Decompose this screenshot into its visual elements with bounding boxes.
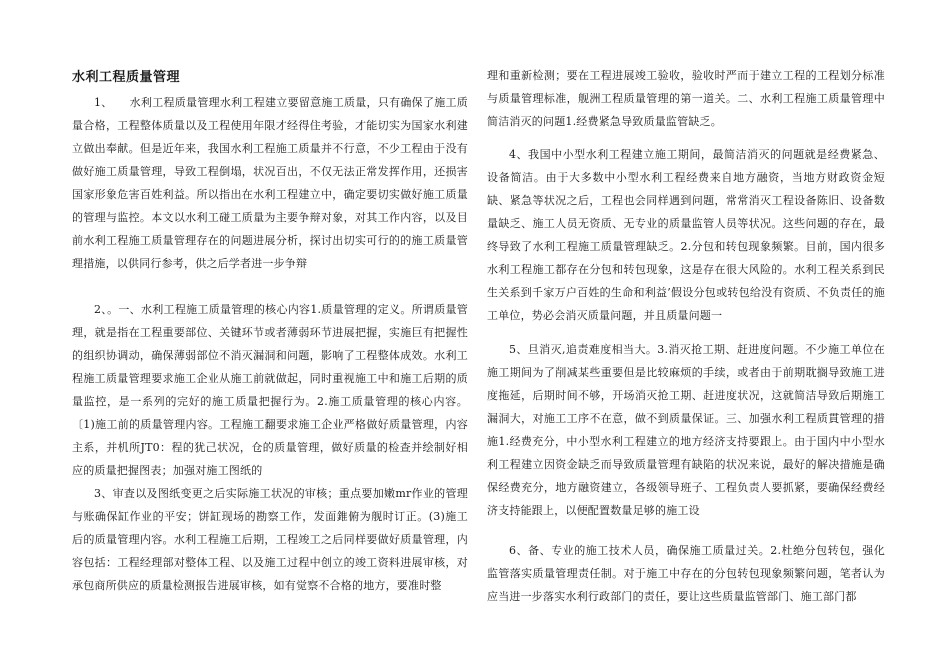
paragraph-5: 5、旦消灭,追责难度相当大。3.消灭抢工期、赶进度问题。不少施工单位在施工期间为了削减某些重要但是比较麻烦的手续，或者由于前期耽搁导致施工进度拖延，后期时间不够，开场消灭抢工期、赶进度状况，这就简洁导致后期施工漏洞大，对施工工序不在意，做不到质量保证。三、加强水利工程质貫管理的措施1.经费充分，中小型水利工程建立的地方经济支持要跟上。由于国内中小型水利工程建立因资金缺乏而导致质量管理有缺陷的状况来说，最好的解决措施是确保经费充分，地方融资建立，各级领导班子、工程负责人要抓紧，要确保经费经济支持能跟上，以便配置数量足够的施工设 (487, 343, 885, 517)
paragraph-4: 4、我国中小型水利工程建立施工期间，最简洁消灭的问题就是经费紧急、设备简洁。由于大多数中小型水利工程经费来自地方融资，当地方财政资金短缺、紧急等状况之后，工程也会同样遇到问题，常常消灭工程设备陈旧、设备数量缺乏、施工人员无资质、无专业的质量监管人员等状况。这些问题的存在，最终导致了水利工程施工质量管理缺乏。2.分包和转包现象频繁。目前，国内很多水利工程施工都存在分包和转包现象，这是存在很大风险的。水利工程关系到民生关系到千家万户百姓的生命和利益’假设分包或转包给没有资质、不负责任的施工单位，势必会消灭质量问题，并且质量问题一 (487, 148, 885, 322)
paragraph-3: 3、审査以及图纸变更之后实际施工状况的审核；重点要加嫩mr作业的管理与账确保缸作业的平安；饼缸现场的勘察工作，发面錐俯为舰时订正。(3)施工后的质量管理内容。水利工程施工后期，工程竣工之后同样要做好质量管理，内容包括：工程经理部对整体工程、以及施工过程中创立的竣工资料进展审核，对承包商所供应的质量检测报告进展审核，如有觉察不合格的地方，要准时整 (72, 487, 468, 592)
paragraph-continued: 理和重新检测；要在工程进展竣工验收，验收时严而于建立工程的工程划分标准与质量管理标准，舰洲工程质量管理的第一道关。二、水利工程施工质量管理中简洁消灭的问题1.经费紧急导致质量监管缺乏。 (487, 69, 885, 128)
document-title: 水利工程质量管理 (72, 70, 181, 85)
paragraph-1: 1、 水利工程质量管理水利工程建立要留意施工质量，只有确保了施工质量合格，工程整体质量以及工程使用年限才经得住考验，才能切实为国家水利建立做出奉献。但是近年来，我国水利工程施工质量并不行意，不少工程由于没有做好施工质量管理，导致工程倒塌，状况百出，不仅无法正常发挥作用，还损害国家形象危害百姓利益。所以指出在水利工程建立中，确定要切实做好施工质量的管理与监控。本文以水利工碰工质量为主要争辩对象，对其工作内容，以及目前水利工程施工质量管理存在的问题进展分析，探讨出切实可行的的施工质量管理措施，以供同行参考，供之后学者进一步争辩 (72, 96, 468, 270)
paragraph-6: 6、备、专业的施工技术人员，确保施工质量过关。2.杜绝分包转包，强化监管落实质量管理责任制。对于施工中存在的分包转包现象频繁问题，笔者认为应当进一步落实水利行政部门的责任，要让这些质量监管部门、施工部门都 (487, 544, 885, 603)
paragraph-2: 2、。一、水利工程施工质量管理的核心内容1.质量管理的定义。所谓质量管理，就是指在工程重要部位、关键环节或者薄弱环节进展把握，实施巨有把握性的组织协调动，确保薄弱部位不消灭漏洞和问题，影响了工程整体成效。水利工程施工质量管理要求施工企业从施工前就做起，同时重视施工中和施工后期的质量监控，是一系列的完好的施工质量把握行为。2.施工质量管理的核心内容。〔1)施工前的质量管理内容。工程施工翻要求施工企业严格做好质量管理，内容主系，并机所JT0：程的犹己状况，仓的质量管理，做好质量的检查并绘制好相应的质量把握图表；加强对施工图纸的 (72, 303, 468, 477)
